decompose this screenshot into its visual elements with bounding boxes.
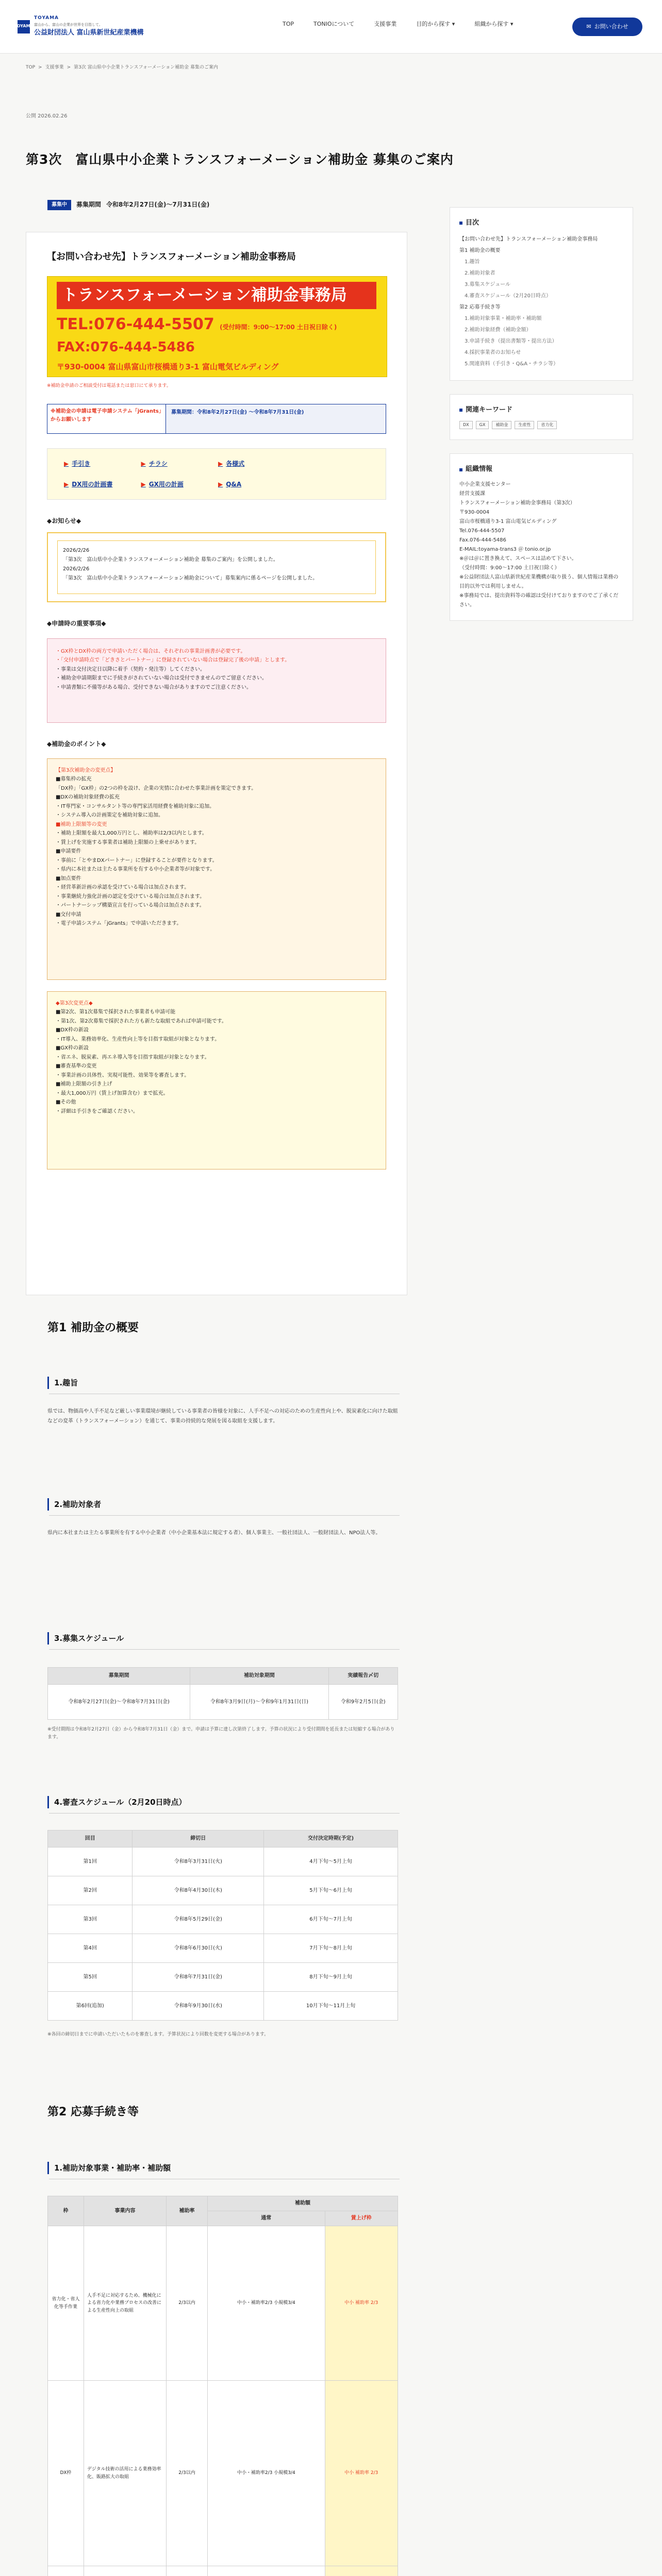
org-line: ※＠は＠に置き換えて、スペースは詰めて下さい。 xyxy=(459,556,577,562)
org-line: （受付時間：9:00～17:00 土日祝日除く） xyxy=(459,565,560,571)
logo-top: TOYAMA xyxy=(34,15,59,21)
toc-item[interactable]: 第2 応募手続き等 xyxy=(459,304,501,310)
link-guide[interactable] xyxy=(64,455,138,472)
table-cell: 6月下旬～7月上旬 xyxy=(264,1905,398,1934)
toc-item[interactable]: 1.補助対象事業・補助率・補助額 xyxy=(465,315,542,321)
flow-line: ・「交付申請時点で「どきさとパートナー」に登録されていない場合は登録完了後の申請」とします。 xyxy=(56,657,290,664)
table-cell: 8月下旬～9月上旬 xyxy=(264,1963,398,1992)
breadcrumb-current: 第3次 富山県中小企業トランスフォーメーション補助金 募集のご案内 xyxy=(74,65,219,70)
divider xyxy=(49,1649,400,1650)
logo-org: 公益財団法人 富山県新世紀産業機構 xyxy=(34,28,144,37)
table-header: 補助対象期間 xyxy=(190,1668,328,1685)
schedule-note: ※受付期間は令和8年2月27日（金）から令和8年7月31日（金）まで。申請は予算に達し次第終了します。予算の状況により受付期間を延長または短縮する場合があります。 xyxy=(47,1727,395,1740)
nav-about[interactable]: TONIOについて xyxy=(313,21,355,27)
table-header: 交付決定時期(予定) xyxy=(264,1831,398,1848)
points-line: ■DXの補助対象経費の拡充 xyxy=(56,794,120,801)
points-line: ・パートナーシップ構築宣言を行っている場合は加点されます。 xyxy=(56,903,205,909)
divider xyxy=(49,1813,400,1814)
table-cell: 令和8年3月31日(火) xyxy=(133,1848,264,1876)
section-2-title: 第2 応募手続き等 xyxy=(47,2106,139,2119)
document-links xyxy=(47,448,386,500)
table-cell: 中小 補助率 2/3 xyxy=(325,2381,398,2566)
table-cell: 中小 補助率 2/3 xyxy=(325,2226,398,2381)
table-cell: 第4回 xyxy=(48,1934,133,1963)
points-line: ・経営革新計画の承認を受けている場合は加点されます。 xyxy=(56,885,190,891)
keyword-card xyxy=(450,394,633,440)
points-line: ・システム導入の計画策定を補助対象に追加。 xyxy=(56,812,163,819)
banner-address: 〒930-0004 富山県富山市桜橋通り3-1 富山電気ビルディング xyxy=(57,362,279,371)
table-header: 枠 xyxy=(48,2196,84,2226)
period-label: 募集期間 xyxy=(76,201,102,209)
org-line: 経営支援課 xyxy=(459,491,485,497)
toc-item[interactable]: 1.趣旨 xyxy=(465,259,480,265)
org-line: Fax.076-444-5486 xyxy=(459,537,506,544)
arrow-icon: ▶ xyxy=(141,460,146,467)
flow-box xyxy=(47,638,386,723)
subsection-title: 1.趣旨 xyxy=(54,1378,78,1387)
subsection-title: 4.審査スケジュール（2月20日時点） xyxy=(54,1798,187,1807)
points-line: ・電子申請システム「jGrants」で申請いただきます。 xyxy=(56,921,182,927)
link-flyer[interactable] xyxy=(141,455,216,472)
link-dx-plan[interactable] xyxy=(64,476,138,493)
nav-purpose[interactable]: 目的から探す ▾ xyxy=(416,21,455,27)
toc-item[interactable]: 2.補助対象経費（補助金額） xyxy=(465,327,532,333)
flow-line: ・事業は交付決定日以降に着手（契約・発注等）してください。 xyxy=(56,666,205,672)
org-line: 〒930-0004 xyxy=(459,510,490,516)
banner-tel xyxy=(57,312,377,337)
section-1-title: 第1 補助金の概要 xyxy=(47,1321,139,1334)
nav-support[interactable]: 支援事業 xyxy=(374,21,397,27)
section-1-2-title xyxy=(47,1498,398,1511)
table-cell: 人手不足に対応するため、機械化による省力化や業務プロセスの改善による生産性向上の取組 xyxy=(84,2226,167,2381)
org-line: トランスフォーメーション補助金事務局（第3次） xyxy=(459,500,575,506)
section-1-4-title xyxy=(47,1796,398,1808)
subsection-title: 1.補助対象事業・補助率・補助額 xyxy=(54,2163,171,2173)
table-cell: 第1回 xyxy=(48,1848,133,1876)
table-header: 通常 xyxy=(208,2211,325,2226)
logo-text xyxy=(34,14,144,38)
points2-line: ■その他 xyxy=(56,1099,76,1106)
points-line: ■補助上限額等の変更 xyxy=(56,821,107,827)
points-label: ◆補助金のポイント◆ xyxy=(47,740,106,748)
arrow-icon: ▶ xyxy=(218,460,223,467)
link-label: チラシ xyxy=(148,460,168,467)
table-cell xyxy=(167,2566,208,2576)
link-forms[interactable] xyxy=(218,455,292,472)
table-header: 補助額 xyxy=(208,2196,398,2211)
logo-mark: TOYAMA xyxy=(18,20,30,33)
nav-top[interactable]: TOP xyxy=(283,21,294,27)
link-label: Q&A xyxy=(226,480,242,488)
arrow-icon: ▶ xyxy=(64,460,69,467)
news-date: 2026/2/26 xyxy=(63,548,90,554)
table-cell: 令和8年6月30日(火) xyxy=(133,1934,264,1963)
org-title xyxy=(459,464,623,475)
points2-line: ■GX枠の新設 xyxy=(56,1045,89,1052)
points2-line: ■審査基準の変更 xyxy=(56,1063,97,1070)
flow-label: ◆申請時の重要事項◆ xyxy=(47,620,106,628)
table-cell xyxy=(48,2566,84,2576)
site-logo[interactable] xyxy=(14,14,144,38)
banner-fax: FAX:076-444-5486 xyxy=(57,340,195,355)
table-cell: DX枠 xyxy=(48,2381,84,2566)
schedule-table xyxy=(47,1667,398,1720)
keyword-title xyxy=(459,405,623,416)
publish-date: 公開 2026.02.26 xyxy=(26,113,68,119)
table-cell: 5月下旬～6月上旬 xyxy=(264,1876,398,1905)
table-cell: 省力化・省人化等手作業 xyxy=(48,2226,84,2381)
toc-title xyxy=(459,218,623,229)
table-cell: 7月下旬～8月上旬 xyxy=(264,1934,398,1963)
org-line: 富山市桜橋通り3-1 富山電気ビルディング xyxy=(459,519,557,525)
logo-sub: 富山から、富山の企業が世界を目指して。 xyxy=(34,22,103,27)
flow-line: ・申請書類に不備等がある場合、受付できない場合がありますのでご注意ください。 xyxy=(56,684,252,690)
flow-line: ・補助金申請期限までに手続きがされていない場合は受付できませんのでご留意ください。 xyxy=(56,675,267,682)
points-line: ・県内に本社または主たる事業所を有する中小企業者等が対象です。 xyxy=(56,867,216,873)
toc-item[interactable]: 【お問い合わせ先】トランスフォーメーション補助金事務局 xyxy=(459,236,598,242)
org-line: ※事務局では、提出資料等の確認は受付けておりますのでご了承ください。 xyxy=(459,593,619,608)
subsection-title: 2.補助対象者 xyxy=(54,1500,102,1509)
org-line: ※公益財団法人富山県新世紀産業機構が取り扱う、個人情報は業務の目的以外では利用しません。 xyxy=(459,574,619,590)
breadcrumb-top[interactable]: TOP xyxy=(26,65,36,70)
table-cell: 第3回 xyxy=(48,1905,133,1934)
pdf-bar xyxy=(47,404,386,434)
table-header: 実績報告〆切 xyxy=(328,1668,398,1685)
pdf-bar-left: ※補助金の申請は電子申請システム「jGrants」からお願いします xyxy=(47,404,166,433)
arrow-icon: ▶ xyxy=(218,480,223,488)
keyword-list xyxy=(459,421,623,430)
link-spacer xyxy=(295,455,370,472)
table-cell: 2/3以内 xyxy=(167,2381,208,2566)
link-gx-plan[interactable] xyxy=(141,476,216,493)
divider xyxy=(49,1515,400,1516)
points-box xyxy=(47,758,386,980)
contact-label: お問い合わせ xyxy=(594,23,628,30)
section-1-3-title xyxy=(47,1632,398,1645)
table-header: 賃上げ枠 xyxy=(325,2211,398,2226)
keyword-tag[interactable]: GX xyxy=(476,421,489,430)
table-cell xyxy=(208,2566,325,2576)
keyword-title-text: 関連キーワード xyxy=(466,405,513,414)
sidebar xyxy=(450,207,633,634)
table-cell: 4月下旬～5月上旬 xyxy=(264,1848,398,1876)
table-header: 事業内容 xyxy=(84,2196,167,2226)
table-cell: デジタル技術の活用による業務効率化、販路拡大の取組 xyxy=(84,2381,167,2566)
main-card xyxy=(26,232,407,1295)
points2-line: ・省エネ、脱炭素、再エネ導入等を目指す取組が対象となります。 xyxy=(56,1054,210,1060)
points-line: ■申請要件 xyxy=(56,849,81,855)
site-header xyxy=(0,0,662,54)
breadcrumb-sep: > xyxy=(38,65,42,70)
toc-item[interactable]: 3.募集スケジュール xyxy=(465,281,510,287)
points-line: ・事業継続力強化計画の認定を受けている場合は加点されます。 xyxy=(56,893,205,900)
section-1-1-title xyxy=(47,1377,398,1389)
pdf-bar-right: 募集期間：令和8年2月27日(金) ～令和8年7月31日(金) xyxy=(166,404,386,433)
arrow-icon: ▶ xyxy=(64,480,69,488)
tel-number: TEL:076-444-5507 xyxy=(57,315,214,334)
arrow-icon: ▶ xyxy=(141,480,146,488)
news-label: ◆お知らせ◆ xyxy=(47,517,81,525)
square-icon xyxy=(459,409,462,412)
keyword-tag[interactable]: 省力化 xyxy=(537,421,557,430)
link-label: DX用の計画書 xyxy=(72,480,113,488)
points-line: ・IT専門家・コンサルタント等の専門家活用経費を補助対象に追加。 xyxy=(56,803,215,809)
org-line: 中小企業支援センター xyxy=(459,482,511,488)
subsection-title: 3.募集スケジュール xyxy=(54,1634,124,1643)
points-line: ■募集枠の拡充 xyxy=(56,776,92,783)
tel-hours: (受付時間：9:00～17:00 土日祝日除く) xyxy=(220,324,337,331)
table-cell: 10月下旬～11月上旬 xyxy=(264,1992,398,2021)
points2-line: ■DX枠の新設 xyxy=(56,1027,89,1033)
review-table xyxy=(47,1830,398,2021)
toc-title-text: 目次 xyxy=(466,219,479,227)
points-line: ■交付申請 xyxy=(56,911,81,918)
toc-item[interactable]: 2.補助対象者 xyxy=(465,270,495,276)
toc-item[interactable]: 4.採択事業者のお知らせ xyxy=(465,349,521,355)
link-qa[interactable] xyxy=(218,476,292,493)
subsidy-table xyxy=(47,2196,398,2576)
contact-note: ※補助金申請のご相談受付は電話または窓口にて承ります。 xyxy=(47,383,171,388)
points-line: ・事前に「とやまDXパートナー」に登録することが要件となります。 xyxy=(56,857,218,863)
points2-label: ◆第3次変更点◆ xyxy=(56,1000,93,1006)
toc-item[interactable]: 第1 補助金の概要 xyxy=(459,247,501,253)
review-note: ※各回の締切日までに申請いただいたものを審査します。予算状況により回数を変更する場合があります。 xyxy=(47,2032,269,2037)
table-cell: 第2回 xyxy=(48,1876,133,1905)
table-cell xyxy=(325,2566,398,2576)
table-cell: 第6回(追加) xyxy=(48,1992,133,2021)
org-email[interactable]: E-MAIL:toyama-trans3 ＠ tonio.or.jp xyxy=(459,547,551,553)
page-title: 第3次 富山県中小企業トランスフォーメーション補助金 募集のご案内 xyxy=(26,152,454,167)
keyword-tag[interactable]: 生産性 xyxy=(515,421,534,430)
news-inner xyxy=(57,540,376,594)
flow-line: ・GX枠とDX枠の両方で申請いただく場合は、それぞれの事業計画書が必要です。 xyxy=(56,648,246,654)
table-cell: 令和8年5月29日(金) xyxy=(133,1905,264,1934)
section-2-1-title xyxy=(47,2162,398,2174)
contact-banner xyxy=(47,276,387,377)
section-1-2-text: 県内に本社または主たる事業所を有する中小企業者（中小企業基本法に規定する者）、個人事業主、一般社団法人、一般財団法人、NPO法人等。 xyxy=(47,1530,381,1536)
contact-heading: 【お問い合わせ先】トランスフォーメーション補助金事務局 xyxy=(47,251,296,262)
keyword-tag[interactable]: 補助金 xyxy=(492,421,511,430)
points2-line: ・最大1,000万円（賃上げ加算含む）まで拡充。 xyxy=(56,1090,169,1096)
contact-button[interactable] xyxy=(572,18,642,36)
points-line: 「DX枠」「GX枠」の2つの枠を設け、企業の実情に合わせた事業計画を策定できます。 xyxy=(56,785,257,791)
news-text[interactable]: 「第3次 富山県中小企業トランスフォーメーション補助金 募集のご案内」を公開しました。 xyxy=(63,557,278,563)
table-header: 回目 xyxy=(48,1831,133,1848)
points2-line: ・第1次、第2次募集で採択された方も新たな取組であれば申請可能です。 xyxy=(56,1018,227,1024)
period-line xyxy=(47,200,209,210)
points-line: ■加点要件 xyxy=(56,875,81,882)
points2-line: ■補助上限額の引き上げ xyxy=(56,1081,112,1088)
points2-line: ・詳細は手引きをご確認ください。 xyxy=(56,1108,138,1114)
table-header: 補助率 xyxy=(167,2196,208,2226)
link-label: GX用の計画 xyxy=(148,480,184,488)
points-line: 【第3次補助金の変更点】 xyxy=(56,767,116,773)
table-cell: 中小・補助率2/3 小規模3/4 xyxy=(208,2226,325,2381)
points2-line: ・事業計画の具体性、実現可能性、効果等を審査します。 xyxy=(56,1072,190,1078)
points2-line: ■第2次、第1次募集で採択された事業者も申請可能 xyxy=(56,1009,176,1015)
link-label: 各様式 xyxy=(226,460,245,467)
table-cell: 令和8年7月31日(金) xyxy=(133,1963,264,1992)
global-nav xyxy=(283,20,513,29)
status-badge: 募集中 xyxy=(47,200,71,210)
points2-box xyxy=(47,991,386,1170)
square-icon xyxy=(459,468,462,471)
toc-card xyxy=(450,207,633,381)
breadcrumb-sep: > xyxy=(67,65,71,70)
points-line: ・賃上げを実施する事業者は補助上限額の上乗せがあります。 xyxy=(56,839,200,845)
points-line: ・補助上限額を最大1,000万円とし、補助率は2/3以内とします。 xyxy=(56,831,207,837)
news-box xyxy=(47,532,386,602)
section-1-1-text: 県では、物価高や人手不足など厳しい事業環境が継続している事業者の皆様を対象に、人手不足への対応のための生産性向上や、脱炭素化に向けた取組などの変革（トランスフォーメーション）を通じて、事業の持続的な発展を図る取組を支援します。 xyxy=(47,1409,398,1424)
org-card xyxy=(450,453,633,621)
table-cell: 令和9年2月5日(金) xyxy=(328,1685,398,1720)
table-cell: 中小・補助率2/3 小規模3/4 xyxy=(208,2381,325,2566)
square-icon xyxy=(459,222,462,225)
table-cell: 令和8年4月30日(木) xyxy=(133,1876,264,1905)
keyword-tag[interactable]: DX xyxy=(459,421,473,430)
table-cell: 令和8年3月9日(月)～令和9年1月31日(日) xyxy=(190,1685,328,1720)
toc-item[interactable]: 5.関連資料（手引き・Q&A・チラシ等） xyxy=(465,361,559,367)
period-value: 令和8年2月27日(金)～7月31日(金) xyxy=(106,201,210,209)
breadcrumb xyxy=(26,64,218,71)
table-cell xyxy=(84,2566,167,2576)
org-line: Tel.076-444-5507 xyxy=(459,528,505,534)
table-header: 締切日 xyxy=(133,1831,264,1848)
nav-organization[interactable]: 組織から探す ▾ xyxy=(474,21,514,27)
points2-line: ・IT導入、業務効率化、生産性向上等を目指す取組が対象となります。 xyxy=(56,1036,220,1042)
banner-title: トランスフォーメーション補助金事務局 xyxy=(57,282,376,310)
org-info xyxy=(459,480,623,610)
table-cell: 2/3以内 xyxy=(167,2226,208,2381)
table-cell: 令和8年9月30日(水) xyxy=(133,1992,264,2021)
table-header: 募集期間 xyxy=(48,1668,190,1685)
org-title-text: 組織情報 xyxy=(466,465,493,473)
breadcrumb-support[interactable]: 支援事業 xyxy=(45,65,64,70)
news-date: 2026/2/26 xyxy=(63,566,90,572)
toc-item[interactable]: 3.申請手続き（提出書類等・提出方法） xyxy=(465,338,557,344)
table-cell: 令和8年2月27日(金)～令和8年7月31日(金) xyxy=(48,1685,190,1720)
table-cell: 第5回 xyxy=(48,1963,133,1992)
news-text[interactable]: 「第3次 富山県中小企業トランスフォーメーション補助金について」募集案内に係るページを公開しました。 xyxy=(63,575,318,582)
link-label: 手引き xyxy=(72,460,91,467)
toc-item[interactable]: 4.審査スケジュール（2月20日時点） xyxy=(465,293,552,299)
mail-icon: ✉ xyxy=(586,23,591,30)
